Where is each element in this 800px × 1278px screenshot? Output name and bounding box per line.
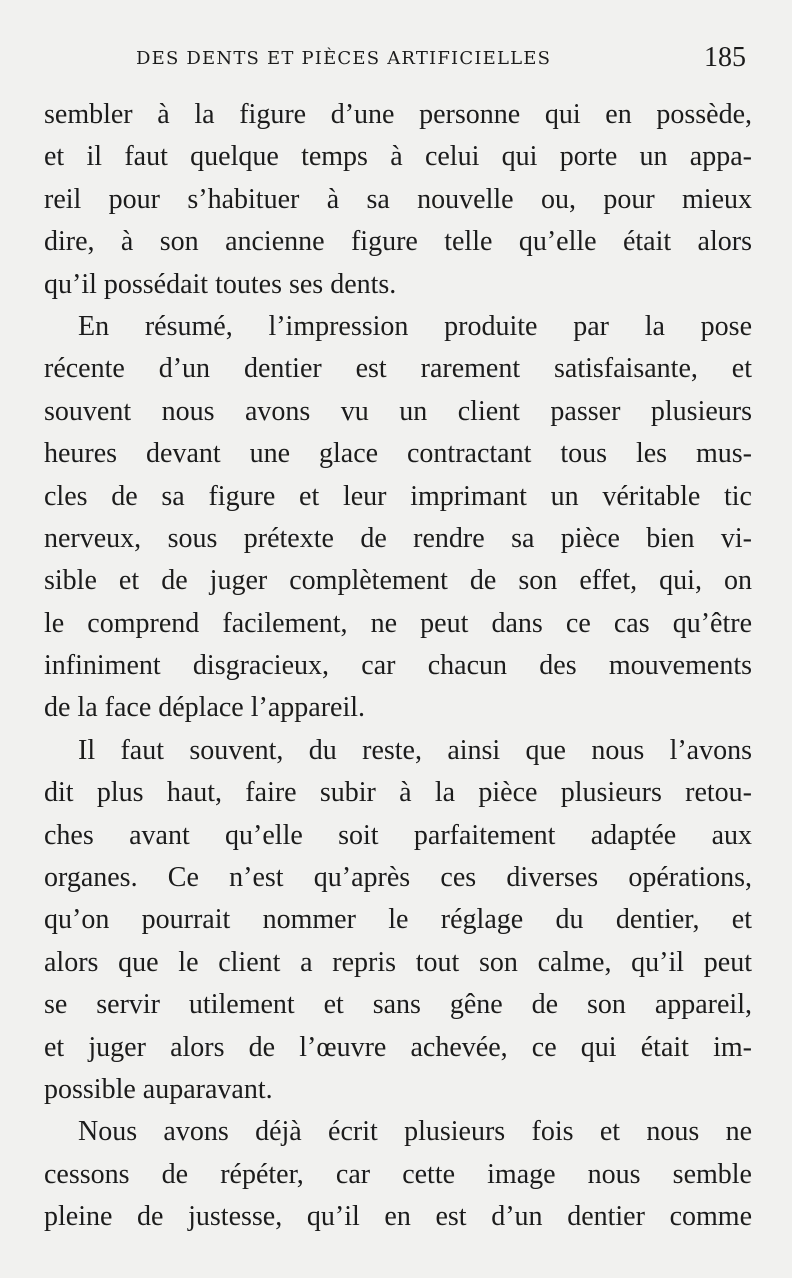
text-line: souvent nous avons vu un client passer plusieurs <box>44 395 752 427</box>
running-title: DES DENTS ET PIÈCES ARTIFICIELLES <box>136 48 552 69</box>
text-line: se servir utilement et sans gêne de son appareil, <box>44 989 752 1021</box>
text-line: alors que le client a repris tout son calme, qu’il peut <box>44 946 752 978</box>
page-header <box>136 42 746 78</box>
text-line: ches avant qu’elle soit parfaitement adaptée aux <box>44 819 752 851</box>
text-line: dire, à son ancienne figure telle qu’elle était alors <box>44 226 752 258</box>
text-line: sible et de juger complètement de son effet, qui, on <box>44 565 752 597</box>
page-number: 185 <box>704 42 746 73</box>
text-line: et juger alors de l’œuvre achevée, ce qui était im- <box>44 1031 752 1063</box>
text-line: cessons de répéter, car cette image nous semble <box>44 1158 752 1190</box>
text-line: sembler à la figure d’une personne qui en possède, <box>44 99 752 130</box>
text-line: heures devant une glace contractant tous les mus- <box>44 438 752 470</box>
body-text <box>44 94 752 1239</box>
text-line: nerveux, sous prétexte de rendre sa pièce bien vi- <box>44 522 752 554</box>
text-line: reil pour s’habituer à sa nouvelle ou, pour mieux <box>44 183 752 215</box>
text-line: de la face déplace l’appareil. <box>44 692 366 724</box>
text-line: Nous avons déjà écrit plusieurs fois et nous ne <box>78 1116 752 1148</box>
text-line: et il faut quelque temps à celui qui porte un appa- <box>44 141 752 173</box>
text-line: qu’il possédait toutes ses dents. <box>44 268 397 300</box>
text-line: possible auparavant. <box>44 1073 273 1105</box>
text-line: cles de sa figure et leur imprimant un véritable tic <box>44 480 752 512</box>
text-line: infiniment disgracieux, car chacun des mouvements <box>44 650 752 682</box>
text-line: pleine de justesse, qu’il en est d’un dentier comme <box>44 1201 752 1233</box>
text-line: qu’on pourrait nommer le réglage du dentier, et <box>44 904 752 936</box>
text-line: organes. Ce n’est qu’après ces diverses opérations, <box>44 862 752 894</box>
text-line: dit plus haut, faire subir à la pièce plusieurs retou- <box>44 777 752 809</box>
page-edge <box>792 0 800 1278</box>
text-line: Il faut souvent, du reste, ainsi que nous l’avons <box>78 734 752 766</box>
text-line: En résumé, l’impression produite par la pose <box>78 310 752 342</box>
text-line: le comprend facilement, ne peut dans ce cas qu’être <box>44 607 752 639</box>
text-line: récente d’un dentier est rarement satisfaisante, et <box>44 353 752 385</box>
